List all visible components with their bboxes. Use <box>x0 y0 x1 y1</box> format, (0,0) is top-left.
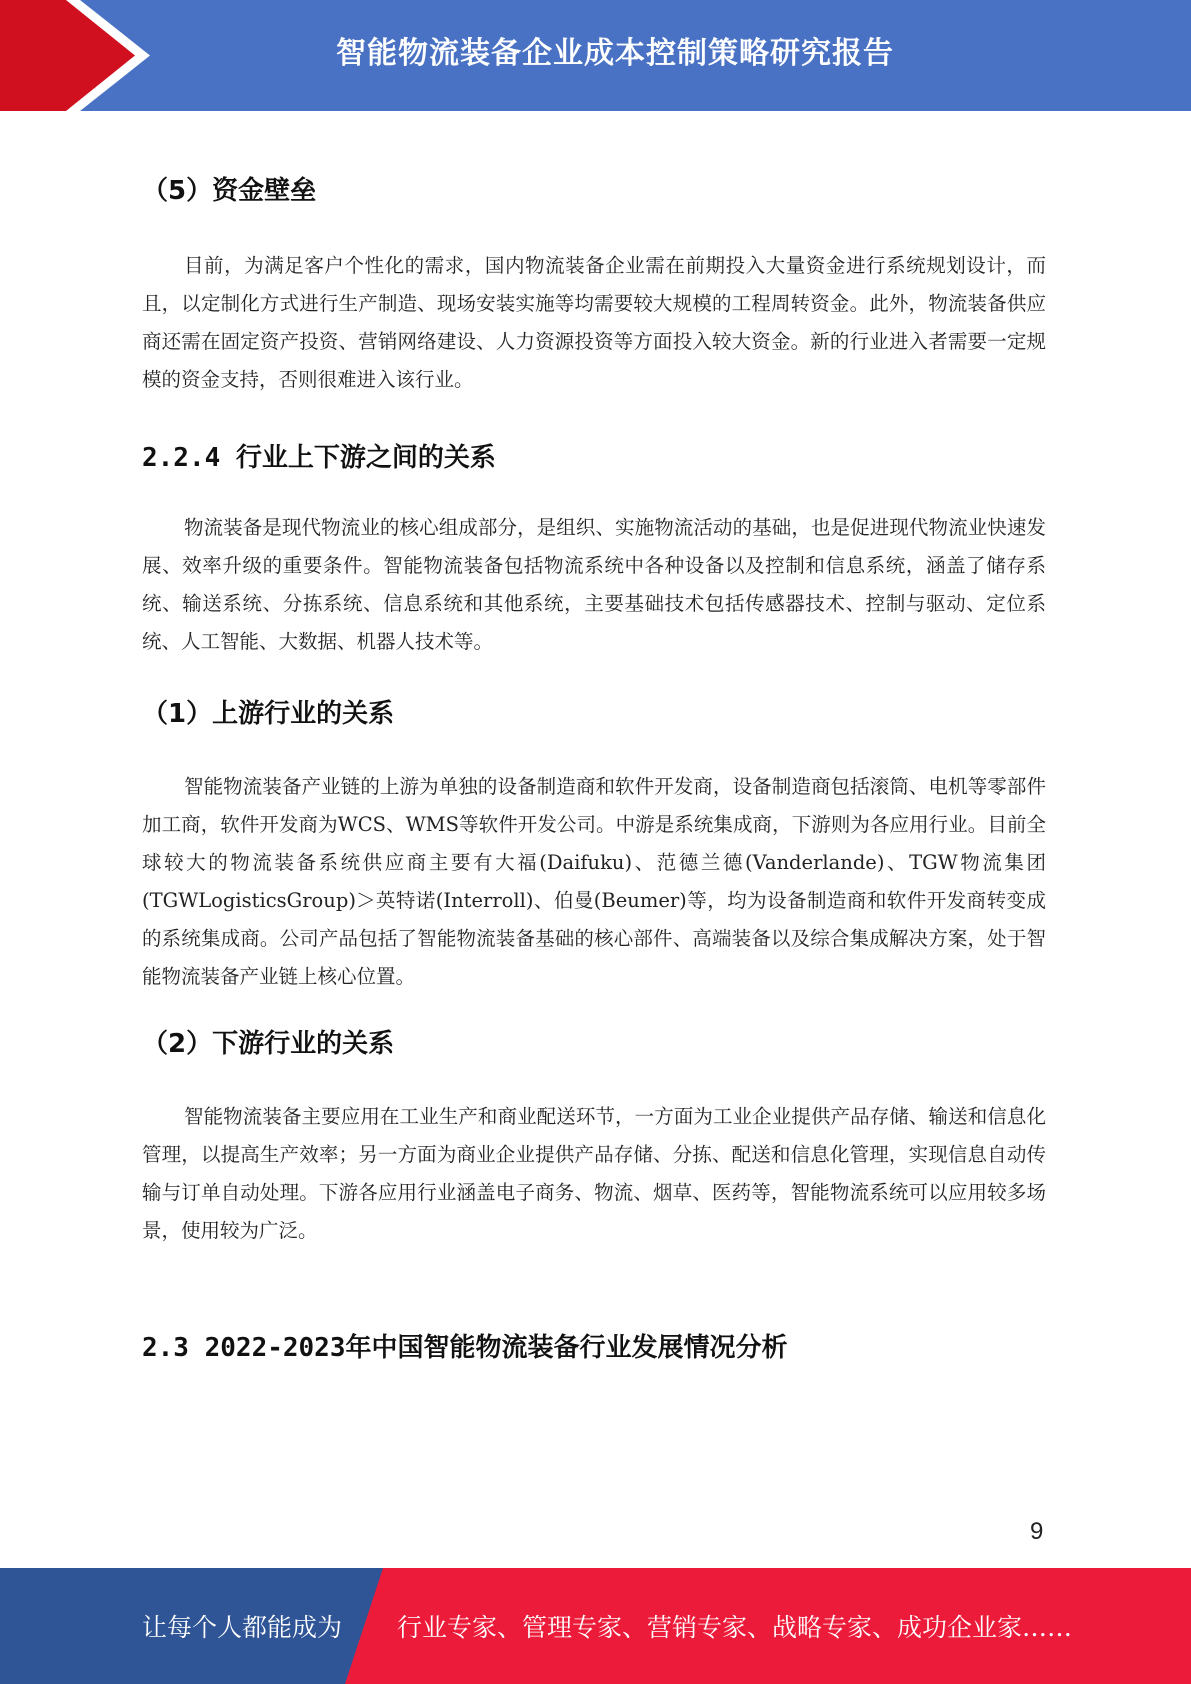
downstream-paragraph: 智能物流装备主要应用在工业生产和商业配送环节，一方面为工业企业提供产品存储、输送和信息化管理，以提高生产效率；另一方面为商业企业提供产品存储、分拣、配送和信息化管理，实现信息自动传输与订单自动处理。下游各应用行业涵盖电子商务、物流、烟草、医药等，智能物流系统可以应用较多场景，使用较为广泛。 <box>142 1105 1046 1242</box>
analysis-heading: 2.3 2022-2023年中国智能物流装备行业发展情况分析 <box>142 1333 788 1363</box>
relationship-heading: 2.2.4 行业上下游之间的关系 <box>142 443 496 473</box>
footer-banner <box>0 1568 1191 1684</box>
header-banner <box>0 0 1191 111</box>
report-title: 智能物流装备企业成本控制策略研究报告 <box>336 36 894 71</box>
upstream-heading: （1）上游行业的关系 <box>142 699 395 729</box>
funding-barrier-paragraph: 目前，为满足客户个性化的需求，国内物流装备企业需在前期投入大量资金进行系统规划设计，而且，以定制化方式进行生产制造、现场安装实施等均需要较大规模的工程周转资金。此外，物流装备供应商还需在固定资产投资、营销网络建设、人力资源投资等方面投入较大资金。新的行业进入者需要一定规模的资金支持，否则很难进入该行业。 <box>142 254 1046 391</box>
downstream-heading: （2）下游行业的关系 <box>142 1029 395 1059</box>
upstream-paragraph: 智能物流装备产业链的上游为单独的设备制造商和软件开发商，设备制造商包括滚筒、电机等零部件加工商，软件开发商为WCS、WMS等软件开发公司。中游是系统集成商，下游则为各应用行业。目前全球较大的物流装备系统供应商主要有大福(Daifuku)、范德兰德(Vanderlande)、TGW物流集团(TGWLogisticsGroup)＞英特诺(Interroll)、伯曼(Beumer)等，均为设备制造商和软件开发商转变成的系统集成商。公司产品包括了智能物流装备基础的核心部件、高端装备以及综合集成解决方案，处于智能物流装备产业链上核心位置。 <box>142 775 1046 988</box>
page-number: 9 <box>1030 1518 1044 1545</box>
relationship-paragraph: 物流装备是现代物流业的核心组成部分，是组织、实施物流活动的基础，也是促进现代物流业快速发展、效率升级的重要条件。智能物流装备包括物流系统中各种设备以及控制和信息系统，涵盖了储存系统、输送系统、分拣系统、信息系统和其他系统，主要基础技术包括传感器技术、控制与驱动、定位系统、人工智能、大数据、机器人技术等。 <box>142 516 1046 653</box>
funding-barrier-heading: （5）资金壁垒 <box>142 176 317 206</box>
footer-slogan-right: 行业专家、管理专家、营销专家、战略专家、成功企业家…… <box>397 1613 1073 1642</box>
footer-slogan-left: 让每个人都能成为 <box>142 1613 343 1642</box>
